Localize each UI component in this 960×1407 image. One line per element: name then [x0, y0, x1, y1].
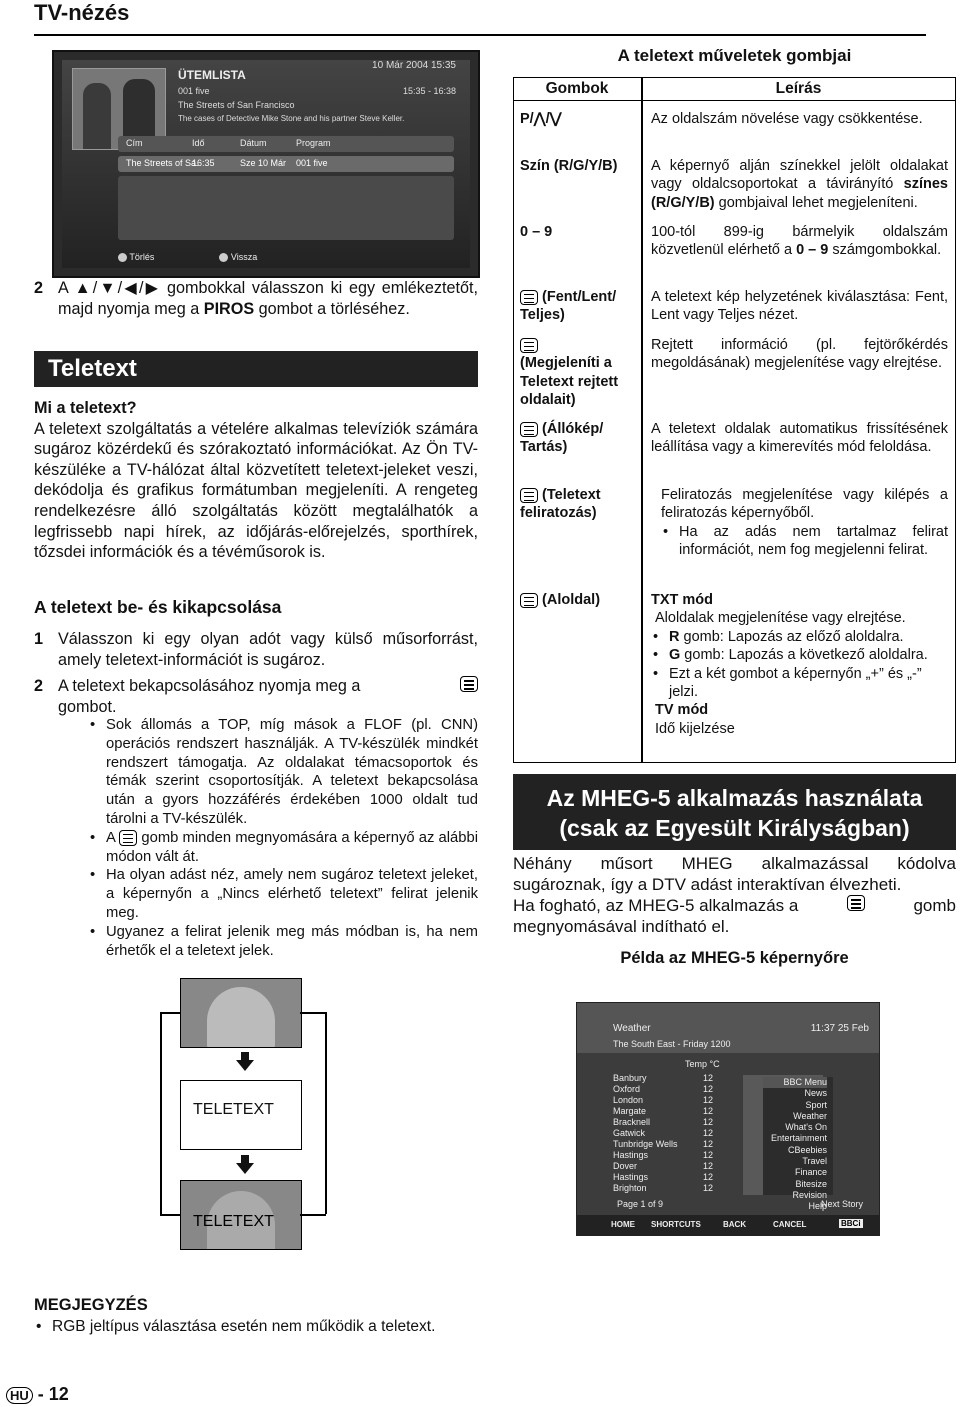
key-subtitle: (Teletext feliratozás) [520, 487, 601, 522]
key-hold: (Állókép/ Tartás) [520, 421, 604, 456]
mheg-example-title: Példa az MHEG-5 képernyőre [620, 949, 849, 967]
ops-table-header: Gombok Leírás [513, 77, 956, 101]
section-title: TV-nézés [34, 0, 130, 25]
screen-col-datum: Dátum [240, 138, 267, 148]
screen-btn-back: Vissza [230, 252, 258, 262]
what-title: Mi a teletext? [34, 399, 137, 417]
note-text: • RGB jeltípus választása esetén nem működik a teletext. [34, 1318, 435, 1336]
diagram-tv-image-1 [180, 978, 302, 1048]
screen-list-area [118, 176, 454, 240]
diagram-arrow-2 [236, 1155, 254, 1174]
key-fent-lent: (Fent/Lent/ Teljes) [520, 289, 617, 324]
desc-subpage: TXT mód Aloldalak megjelenítése vagy elrejtése. • R gomb: Lapozás az előző aloldalra. • G gomb: Lapozás a következő aloldalra. • Ezt a két gombot a képernyőn „+” és „-” jelzi. TV mód Idő kijelzése [651, 591, 948, 738]
desc-page-updown: Az oldalszám növelése vagy csökkentése. [651, 111, 923, 127]
step1: 1 Válasszon ki egy olyan adót vagy külső műsorforrást, amely teletext-információt is sugároz. [34, 630, 478, 669]
back-button-icon [219, 253, 228, 262]
step2-bullets [88, 716, 478, 960]
tv-schedule-screenshot [52, 50, 480, 278]
desc-color: A képernyő alján színekkel jelölt oldalakat vagy oldalcsoportokat a távirányító színes (R/G/Y/B) gombjaival lehet megjeleníteni. [651, 158, 948, 211]
what-text: A teletext szolgáltatás a vételére alkalmas televíziók számára sugároz közérdekű és szórakoztató információkat. Az Ön TV-készüléke a TV-hálózat által közvetített teletext-jeleket veszi, dekódolja és grafikus formátumban megjeleníti. A rengeteg rendelkezésre álló szolgáltatás között megtalálhatók a legfrissebb napi hírek, az időjárás-előrejelzés, sporthírek, tőzsdei információk és a tévéműsorok is. [34, 419, 478, 562]
screen-col-cim: Cím [126, 138, 143, 148]
diagram-arrow-1 [236, 1052, 254, 1071]
key-digits: 0 – 9 [520, 224, 553, 240]
note-title: MEGJEGYZÉS [34, 1296, 148, 1314]
bullet-item: • A gomb minden megnyomására a képernyő az alábbi módon vált át. [88, 829, 478, 867]
mheg-text: Néhány műsort MHEG alkalmazással kódolva sugároznak, így a DTV adást interaktívan élvezheti. Ha fogható, az MHEG-5 alkalmazás a gomb megnyomásával indítható el. [513, 854, 956, 936]
screen-menu-title: ÜTEMLISTA [178, 68, 246, 82]
key-subpage: (Aloldal) [520, 591, 638, 609]
desc-fent-lent: A teletext kép helyzetének kiválasztása: Fent, Lent vagy Teljes nézet. [651, 289, 948, 324]
screen-selected-row[interactable]: The Streets of Sa. 16:35 Sze 10 Már 001 five [118, 156, 454, 172]
desc-reveal: Rejtett információ (pl. fejtörőkérdés megoldásának) megjelenítése vagy elrejtése. [651, 337, 948, 372]
desc-subtitle: Feliratozás megjelenítése vagy kilépés a feliratozás képernyőből. • Ha az adás nem tartalmaz felirat információt, nem fog megjelenni felirat. [651, 486, 948, 591]
ops-table-title: A teletext műveletek gombjai [617, 46, 852, 65]
diagram-mixed-box: TELETEXT [180, 1180, 302, 1250]
diagram-teletext-box: TELETEXT [180, 1080, 302, 1150]
key-page-updown: P/⋀/⋁ [520, 111, 562, 127]
bullet-item: • Ugyanez a felirat jelenik meg más módban is, ha nem érhetők el a teletext jelek. [88, 923, 478, 961]
mheg-footer: HOME SHORTCUTS BACK CANCEL BBCi [577, 1215, 879, 1235]
screen-col-program: Program [296, 138, 331, 148]
step2: 2 A teletext bekapcsolásához nyomja meg a gombot. [34, 676, 478, 717]
teletext-key-icon [460, 676, 478, 692]
red-button-icon [118, 253, 127, 262]
bullet-item: • Sok állomás a TOP, míg mások a FLOF (pl. CNN) operációs rendszert használják. A TV-készülék mindkét rendszert támogatja. Az oldalakat témacsoportok és témák szerint csoportosítják. A teletext bekapcsolása után a gyors hozzáférés érdekében 1000 oldalt tud tárolni a TV-készülék. [88, 716, 478, 829]
screen-line3: The cases of Detective Mike Stone and his partner Steve Keller. [178, 114, 405, 123]
screen-col-ido: Idő [192, 138, 205, 148]
page-number: HU - 12 [6, 1384, 69, 1405]
step2-reminder: 2 A ▲/▼/◀/▶ gombokkal válasszon ki egy emlékeztetőt, majd nyomja meg a PIROS gombot a törléséhez. [34, 279, 478, 318]
mheg-section-header: Az MHEG-5 alkalmazás használata (csak az Egyesült Királyságban) [513, 774, 956, 850]
what-is-teletext [34, 398, 478, 563]
bbc-menu[interactable]: BBC Menu News Sport Weather What's On Entertainment CBeebies Travel Finance Bitesize Revision Help [763, 1077, 833, 1195]
bullet-item: • Ha olyan adást néz, amely nem sugároz teletext jeleket, a képernyőn a „Nincs elérhető teletext” felirat jelenik meg. [88, 866, 478, 922]
header-rule [34, 34, 926, 36]
teletext-key-icon [119, 830, 137, 846]
onoff-title: A teletext be- és kikapcsolása [34, 597, 282, 617]
screen-line1: 001 five [178, 86, 210, 96]
teletext-section-header: Teletext [34, 351, 478, 387]
teletext-key-icon [847, 895, 865, 911]
desc-hold: A teletext oldalak automatikus frissítésének leállítása vagy a kimerevítés mód feloldása. [651, 421, 948, 456]
screen-time: 15:35 - 16:38 [402, 86, 456, 96]
screen-date: 10 Már 2004 15:35 [372, 60, 456, 71]
language-badge: HU [6, 1387, 33, 1404]
screen-btn-delete: Törlés [129, 252, 155, 262]
key-reveal: (Megjeleníti a Teletext rejtett oldalait) [520, 336, 638, 420]
screen-line2: The Streets of San Francisco [178, 100, 295, 110]
desc-digits: 100-tól 899-ig bármelyik oldalszám közvetlenül elérhető a 0 – 9 számgombokkal. [651, 224, 948, 259]
key-color: Szín (R/G/Y/B) [520, 158, 618, 174]
mheg-screen-example: Weather 11:37 25 Feb The South East - Friday 1200 Temp °C Banbury Oxford London Margate Bracknell Gatwick Tunbridge Wells Hastings Dover Hastings Brighton 12 12 12 12 12 12 12 12 12 12 12 BBC Menu News Sport Weather What's On Entertainment CBeebies Travel Finance Bitesize Revision Help Page 1 of 9 Next Story HOME SHORTCUTS BACK CANCEL BBCi [576, 1002, 880, 1236]
